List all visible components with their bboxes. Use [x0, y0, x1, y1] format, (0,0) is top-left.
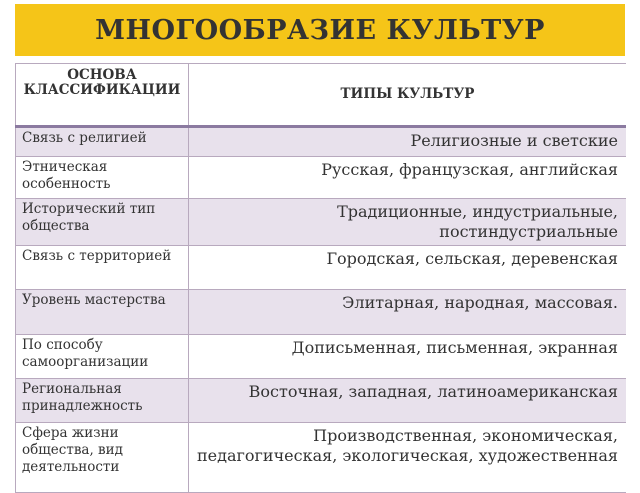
basis-cell: Уровень мастерства: [16, 290, 189, 335]
table-row: [16, 199, 627, 246]
basis-cell: Связь с религией: [16, 127, 189, 157]
table-row: [16, 423, 627, 493]
table-header-row: [16, 64, 627, 127]
types-cell: Традиционные, индустриальные, постиндустриальные: [189, 199, 627, 246]
basis-cell: Исторический тип общества: [16, 199, 189, 246]
types-cell: Городская, сельская, деревенская: [189, 246, 627, 290]
table-row: [16, 246, 627, 290]
title-banner: [15, 4, 625, 56]
table-row: [16, 335, 627, 379]
types-cell: Религиозные и светские: [189, 127, 627, 157]
column-header-types: ТИПЫ КУЛЬТУР: [189, 64, 627, 127]
basis-cell: Этническая особенность: [16, 157, 189, 199]
column-header-basis: ОСНОВА КЛАССИФИКАЦИИ: [16, 64, 189, 127]
types-cell: Восточная, западная, латиноамериканская: [189, 379, 627, 423]
table-row: [16, 379, 627, 423]
table-row: [16, 127, 627, 157]
culture-classification-table: [15, 63, 626, 493]
types-cell: Дописьменная, письменная, экранная: [189, 335, 627, 379]
types-cell: Элитарная, народная, массовая.: [189, 290, 627, 335]
basis-cell: Сфера жизни общества, вид деятельности: [16, 423, 189, 493]
basis-cell: Региональная принадлежность: [16, 379, 189, 423]
page-title: МНОГООБРАЗИЕ КУЛЬТУР: [95, 14, 545, 46]
table-row: [16, 157, 627, 199]
basis-cell: Связь с территорией: [16, 246, 189, 290]
table-row: [16, 290, 627, 335]
types-cell: Русская, французская, английская: [189, 157, 627, 199]
types-cell: Производственная, экономическая, педагогическая, экологическая, художественная: [189, 423, 627, 493]
basis-cell: По способу самоорганизации: [16, 335, 189, 379]
table-container: [15, 63, 626, 493]
